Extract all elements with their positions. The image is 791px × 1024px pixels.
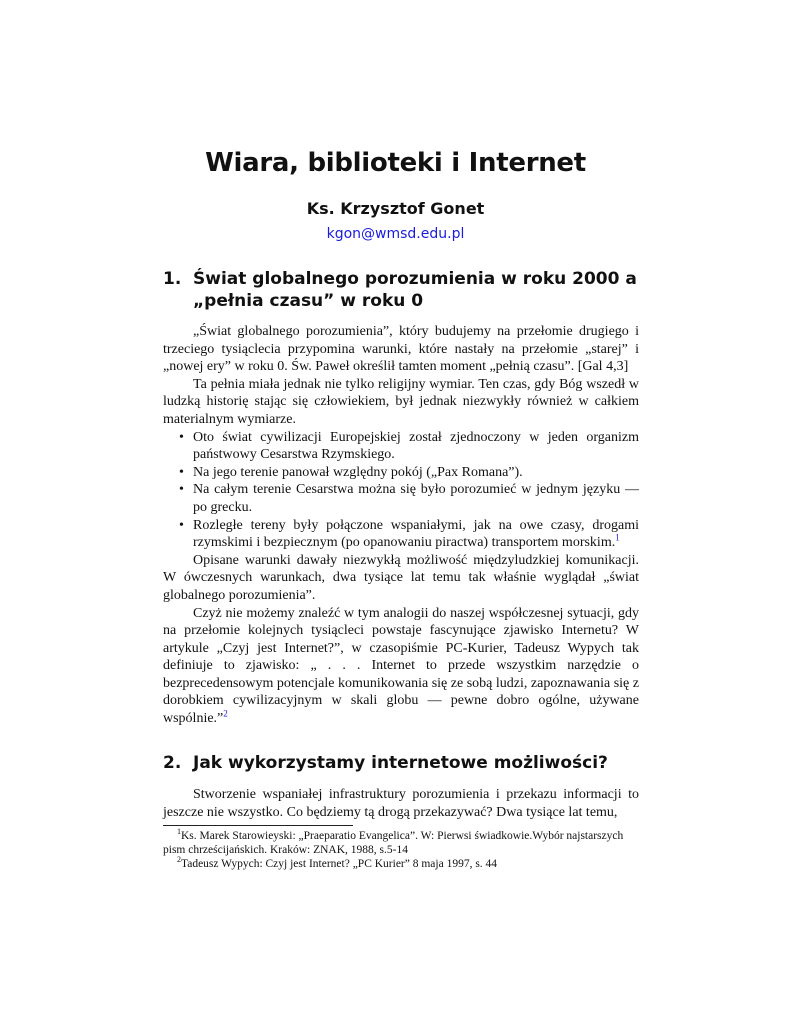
footnote-ref-1[interactable]: 1 — [615, 532, 620, 543]
list-item-text: Rozległe tereny były połączone wspaniałymi, jak na owe czasy, drogami rzymskimi i bezpiecznym (po opanowaniu piractwa) transportem morskim. — [193, 517, 639, 551]
section-2-number: 2. — [163, 753, 182, 773]
section-1-header — [163, 268, 639, 312]
section-2-heading — [163, 752, 639, 774]
section-2-body — [163, 786, 639, 821]
author-email-link[interactable]: kgon@wmsd.edu.pl — [326, 226, 465, 242]
paragraph: Opisane warunki dawały niezwykłą możliwość międzyludzkiej komunikacji. W ówczesnych warunkach, dwa tysiące lat temu tak właśnie wyglądał „świat globalnego porozumienia”. — [163, 552, 639, 603]
section-2-title: Jak wykorzystamy internetowe możliwości? — [193, 753, 608, 773]
bullet-icon: • — [179, 482, 184, 498]
bullet-icon: • — [179, 464, 184, 480]
section-1-title: Świat globalnego porozumienia w roku 2000 a „pełnia czasu” w roku 0 — [193, 269, 637, 311]
author-name: Ks. Krzysztof Gonet — [306, 199, 485, 218]
footnote — [163, 829, 639, 857]
paragraph-text: Czyż nie możemy znaleźć w tym analogii do naszej współczesnej sytuacji, gdy na przełomie kolejnych tysiącleci powstaje fascynujące zjawisko Internetu? W artykule „Czyj jest Internet?”, w czasopiśmie PC-Kurier, Tadeusz Wypych tak definiuje to zjawisko: „ . . . Internet to przede wszystkim narzędzie o bezprecedensowym potencjale komunikowania się ze sobą ludzi, zapoznawania się z dorobkiem cywilizacyjnym w skali globu — pewne dobro ogólne, używane wspólnie.” — [163, 605, 639, 727]
footnote-ref-2[interactable]: 2 — [223, 708, 228, 719]
footnote-mark: 2 — [177, 855, 181, 865]
section-2-header — [163, 752, 639, 774]
list-item-text: Na całym terenie Cesarstwa można się było porozumieć w jednym języku — po grecku. — [193, 482, 639, 515]
bullet-list — [163, 429, 639, 552]
list-item-text: Oto świat cywilizacji Europejskiej został zjednoczony w jeden organizm państwowy Cesarstwa Rzymskiego. — [193, 429, 639, 463]
bullet-icon: • — [179, 517, 184, 533]
paragraph: Ta pełnia miała jednak nie tylko religijny wymiar. Ten czas, gdy Bóg wszedł w ludzką historię stając się człowiekiem, był jednak niezwykły również w całkiem materialnym wymiarze. — [163, 376, 639, 427]
paragraph: „Świat globalnego porozumienia”, który budujemy na przełomie drugiego i trzeciego tysiąclecia przypomina warunki, które nastały na przełomie „starej” i „nowej ery” w roku 0. Św. Paweł określił tamten moment „pełnią czasu”. [Gal 4,3] — [163, 324, 639, 375]
list-item — [163, 481, 639, 516]
bullet-icon: • — [179, 429, 184, 445]
footnote-text: Ks. Marek Starowieyski: „Praeparatio Evangelica”. W: Pierwsi świadkowie.Wybór najstarszych pism chrześcijańskich. Kraków: ZNAK, 1988, s.5-14 — [163, 830, 624, 856]
footnote-mark: 1 — [177, 827, 181, 837]
list-item — [163, 429, 639, 464]
section-1-body — [163, 323, 639, 728]
section-1-heading — [163, 268, 639, 312]
section-1-number: 1. — [163, 269, 182, 289]
list-item — [163, 517, 639, 552]
list-item — [163, 464, 639, 482]
list-item-text: Na jego terenie panował względny pokój („Pax Romana”). — [193, 464, 523, 480]
footnotes — [163, 829, 639, 871]
paragraph: Stworzenie wspaniałej infrastruktury porozumienia i przekazu informacji to jeszcze nie wszystko. Co będziemy tą drogą przekazywać? Dwa tysiące lat temu, — [163, 787, 639, 820]
page-title: Wiara, biblioteki i Internet — [205, 148, 586, 178]
footnote — [163, 857, 639, 871]
paragraph-with-quote — [163, 605, 639, 728]
footnote-divider — [163, 825, 353, 826]
footnote-text: Tadeusz Wypych: Czyj jest Internet? „PC Kurier” 8 maja 1997, s. 44 — [181, 858, 498, 870]
